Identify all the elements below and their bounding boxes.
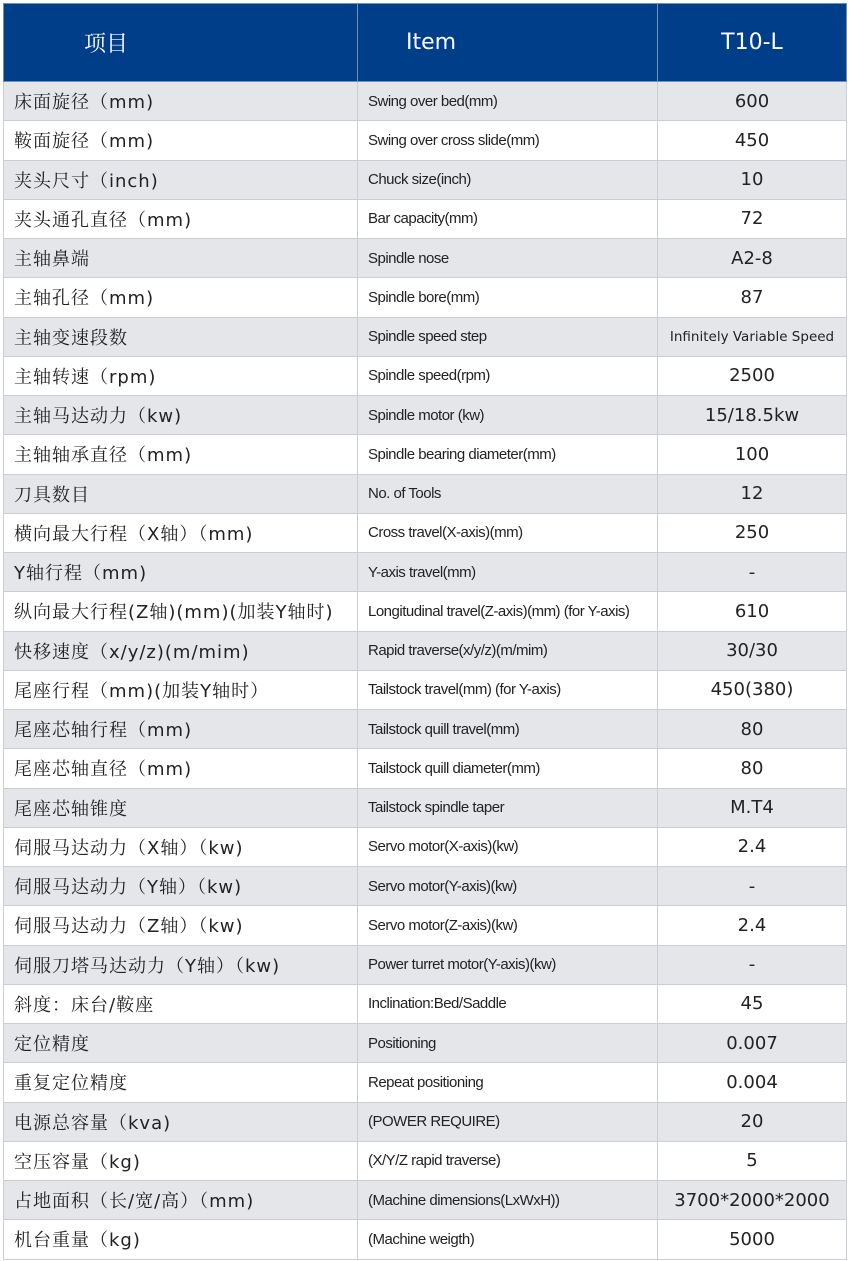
spec-value: 80 bbox=[658, 710, 847, 749]
table-body bbox=[4, 82, 847, 1260]
spec-name-cn: 电源总容量（kva) bbox=[4, 1102, 358, 1141]
table-row bbox=[4, 513, 847, 552]
spec-name-en: Y-axis travel(mm) bbox=[358, 553, 658, 592]
header-model: T10-L bbox=[658, 4, 847, 82]
spec-value: 2500 bbox=[658, 356, 847, 395]
table-row bbox=[4, 984, 847, 1023]
table-row bbox=[4, 945, 847, 984]
spec-value: 20 bbox=[658, 1102, 847, 1141]
spec-value: 600 bbox=[658, 82, 847, 121]
spec-name-cn: 快移速度（x/y/z)(m/mim) bbox=[4, 631, 358, 670]
table-row bbox=[4, 474, 847, 513]
spec-value: 80 bbox=[658, 749, 847, 788]
spec-value: 30/30 bbox=[658, 631, 847, 670]
table-row bbox=[4, 121, 847, 160]
spec-name-cn: 斜度：床台/鞍座 bbox=[4, 984, 358, 1023]
spec-value: 450 bbox=[658, 121, 847, 160]
spec-name-cn: 伺服马达动力（Y轴）（kw) bbox=[4, 867, 358, 906]
spec-value: 610 bbox=[658, 592, 847, 631]
table-row bbox=[4, 788, 847, 827]
spec-name-en: Repeat positioning bbox=[358, 1063, 658, 1102]
spec-name-cn: 尾座芯轴锥度 bbox=[4, 788, 358, 827]
table-row bbox=[4, 435, 847, 474]
spec-name-cn: 尾座芯轴行程（mm) bbox=[4, 710, 358, 749]
table-row bbox=[4, 160, 847, 199]
spec-name-cn: 纵向最大行程(Z轴)(mm)(加装Y轴时) bbox=[4, 592, 358, 631]
spec-value: - bbox=[658, 553, 847, 592]
spec-name-cn: Y轴行程（mm) bbox=[4, 553, 358, 592]
table-row bbox=[4, 396, 847, 435]
table-row bbox=[4, 199, 847, 238]
table-row bbox=[4, 553, 847, 592]
spec-value: 87 bbox=[658, 278, 847, 317]
spec-name-cn: 刀具数目 bbox=[4, 474, 358, 513]
table-row bbox=[4, 670, 847, 709]
spec-table bbox=[3, 3, 847, 1260]
spec-value: 0.007 bbox=[658, 1024, 847, 1063]
spec-name-en: Spindle nose bbox=[358, 239, 658, 278]
spec-value: 100 bbox=[658, 435, 847, 474]
spec-value: - bbox=[658, 867, 847, 906]
spec-name-cn: 伺服刀塔马达动力（Y轴）（kw) bbox=[4, 945, 358, 984]
spec-value: 5 bbox=[658, 1141, 847, 1180]
spec-name-cn: 机台重量（kg) bbox=[4, 1220, 358, 1259]
spec-value: 72 bbox=[658, 199, 847, 238]
table-row bbox=[4, 1220, 847, 1259]
spec-value: 5000 bbox=[658, 1220, 847, 1259]
spec-name-en: Spindle speed step bbox=[358, 317, 658, 356]
spec-value: M.T4 bbox=[658, 788, 847, 827]
spec-name-en: Tailstock travel(mm) (for Y-axis) bbox=[358, 670, 658, 709]
spec-name-en: No. of Tools bbox=[358, 474, 658, 513]
spec-value: 10 bbox=[658, 160, 847, 199]
spec-name-en: Rapid traverse(x/y/z)(m/mim) bbox=[358, 631, 658, 670]
spec-value: 250 bbox=[658, 513, 847, 552]
spec-name-cn: 主轴马达动力（kw) bbox=[4, 396, 358, 435]
spec-name-cn: 空压容量（kg) bbox=[4, 1141, 358, 1180]
spec-name-cn: 占地面积（长/宽/高）（mm) bbox=[4, 1181, 358, 1220]
table-row bbox=[4, 317, 847, 356]
spec-name-en: Longitudinal travel(Z-axis)(mm) (for Y-axis) bbox=[358, 592, 658, 631]
spec-name-en: Power turret motor(Y-axis)(kw) bbox=[358, 945, 658, 984]
spec-name-en: (Machine weigth) bbox=[358, 1220, 658, 1259]
spec-value: 2.4 bbox=[658, 827, 847, 866]
table-row bbox=[4, 1141, 847, 1180]
table-row bbox=[4, 82, 847, 121]
spec-name-cn: 主轴孔径（mm) bbox=[4, 278, 358, 317]
spec-name-en: Tailstock quill diameter(mm) bbox=[358, 749, 658, 788]
spec-name-cn: 主轴鼻端 bbox=[4, 239, 358, 278]
spec-value: 15/18.5kw bbox=[658, 396, 847, 435]
spec-name-en: Spindle bearing diameter(mm) bbox=[358, 435, 658, 474]
spec-name-en: Servo motor(Y-axis)(kw) bbox=[358, 867, 658, 906]
spec-name-cn: 主轴转速（rpm) bbox=[4, 356, 358, 395]
spec-name-en: Bar capacity(mm) bbox=[358, 199, 658, 238]
spec-value: Infinitely Variable Speed bbox=[658, 317, 847, 356]
table-row bbox=[4, 867, 847, 906]
spec-name-cn: 主轴变速段数 bbox=[4, 317, 358, 356]
spec-name-en: Tailstock spindle taper bbox=[358, 788, 658, 827]
spec-name-cn: 横向最大行程（X轴）（mm) bbox=[4, 513, 358, 552]
spec-name-cn: 鞍面旋径（mm) bbox=[4, 121, 358, 160]
spec-name-cn: 尾座行程（mm)(加装Y轴时） bbox=[4, 670, 358, 709]
spec-name-en: Spindle speed(rpm) bbox=[358, 356, 658, 395]
spec-name-en: Servo motor(Z-axis)(kw) bbox=[358, 906, 658, 945]
table-row bbox=[4, 239, 847, 278]
spec-value: 0.004 bbox=[658, 1063, 847, 1102]
table-header-row bbox=[4, 4, 847, 82]
spec-name-cn: 夹头尺寸（inch) bbox=[4, 160, 358, 199]
table-row bbox=[4, 749, 847, 788]
spec-name-cn: 尾座芯轴直径（mm) bbox=[4, 749, 358, 788]
table-row bbox=[4, 592, 847, 631]
spec-name-en: Spindle motor (kw) bbox=[358, 396, 658, 435]
table-row bbox=[4, 1063, 847, 1102]
header-cn: 项目 bbox=[4, 4, 358, 82]
spec-name-en: Swing over cross slide(mm) bbox=[358, 121, 658, 160]
spec-name-cn: 定位精度 bbox=[4, 1024, 358, 1063]
spec-name-en: Swing over bed(mm) bbox=[358, 82, 658, 121]
table-row bbox=[4, 1181, 847, 1220]
spec-name-cn: 伺服马达动力（X轴）（kw) bbox=[4, 827, 358, 866]
table-row bbox=[4, 631, 847, 670]
table-row bbox=[4, 710, 847, 749]
table-row bbox=[4, 278, 847, 317]
spec-name-en: Cross travel(X-axis)(mm) bbox=[358, 513, 658, 552]
spec-name-en: Servo motor(X-axis)(kw) bbox=[358, 827, 658, 866]
spec-name-en: (POWER REQUIRE) bbox=[358, 1102, 658, 1141]
spec-name-en: Spindle bore(mm) bbox=[358, 278, 658, 317]
spec-name-en: (Machine dimensions(LxWxH)) bbox=[358, 1181, 658, 1220]
spec-name-cn: 伺服马达动力（Z轴）（kw) bbox=[4, 906, 358, 945]
spec-name-en: Tailstock quill travel(mm) bbox=[358, 710, 658, 749]
spec-value: - bbox=[658, 945, 847, 984]
table-row bbox=[4, 1102, 847, 1141]
spec-name-cn: 夹头通孔直径（mm) bbox=[4, 199, 358, 238]
spec-name-cn: 重复定位精度 bbox=[4, 1063, 358, 1102]
header-item: Item bbox=[358, 4, 658, 82]
spec-name-en: Positioning bbox=[358, 1024, 658, 1063]
table-row bbox=[4, 1024, 847, 1063]
spec-value: 45 bbox=[658, 984, 847, 1023]
table-row bbox=[4, 827, 847, 866]
spec-name-cn: 床面旋径（mm) bbox=[4, 82, 358, 121]
spec-name-en: Chuck size(inch) bbox=[358, 160, 658, 199]
spec-name-en: Inclination:Bed/Saddle bbox=[358, 984, 658, 1023]
spec-value: 12 bbox=[658, 474, 847, 513]
spec-value: 2.4 bbox=[658, 906, 847, 945]
spec-value: A2-8 bbox=[658, 239, 847, 278]
spec-name-en: (X/Y/Z rapid traverse) bbox=[358, 1141, 658, 1180]
spec-value: 450(380) bbox=[658, 670, 847, 709]
table-row bbox=[4, 906, 847, 945]
spec-name-cn: 主轴轴承直径（mm) bbox=[4, 435, 358, 474]
table-row bbox=[4, 356, 847, 395]
spec-value: 3700*2000*2000 bbox=[658, 1181, 847, 1220]
